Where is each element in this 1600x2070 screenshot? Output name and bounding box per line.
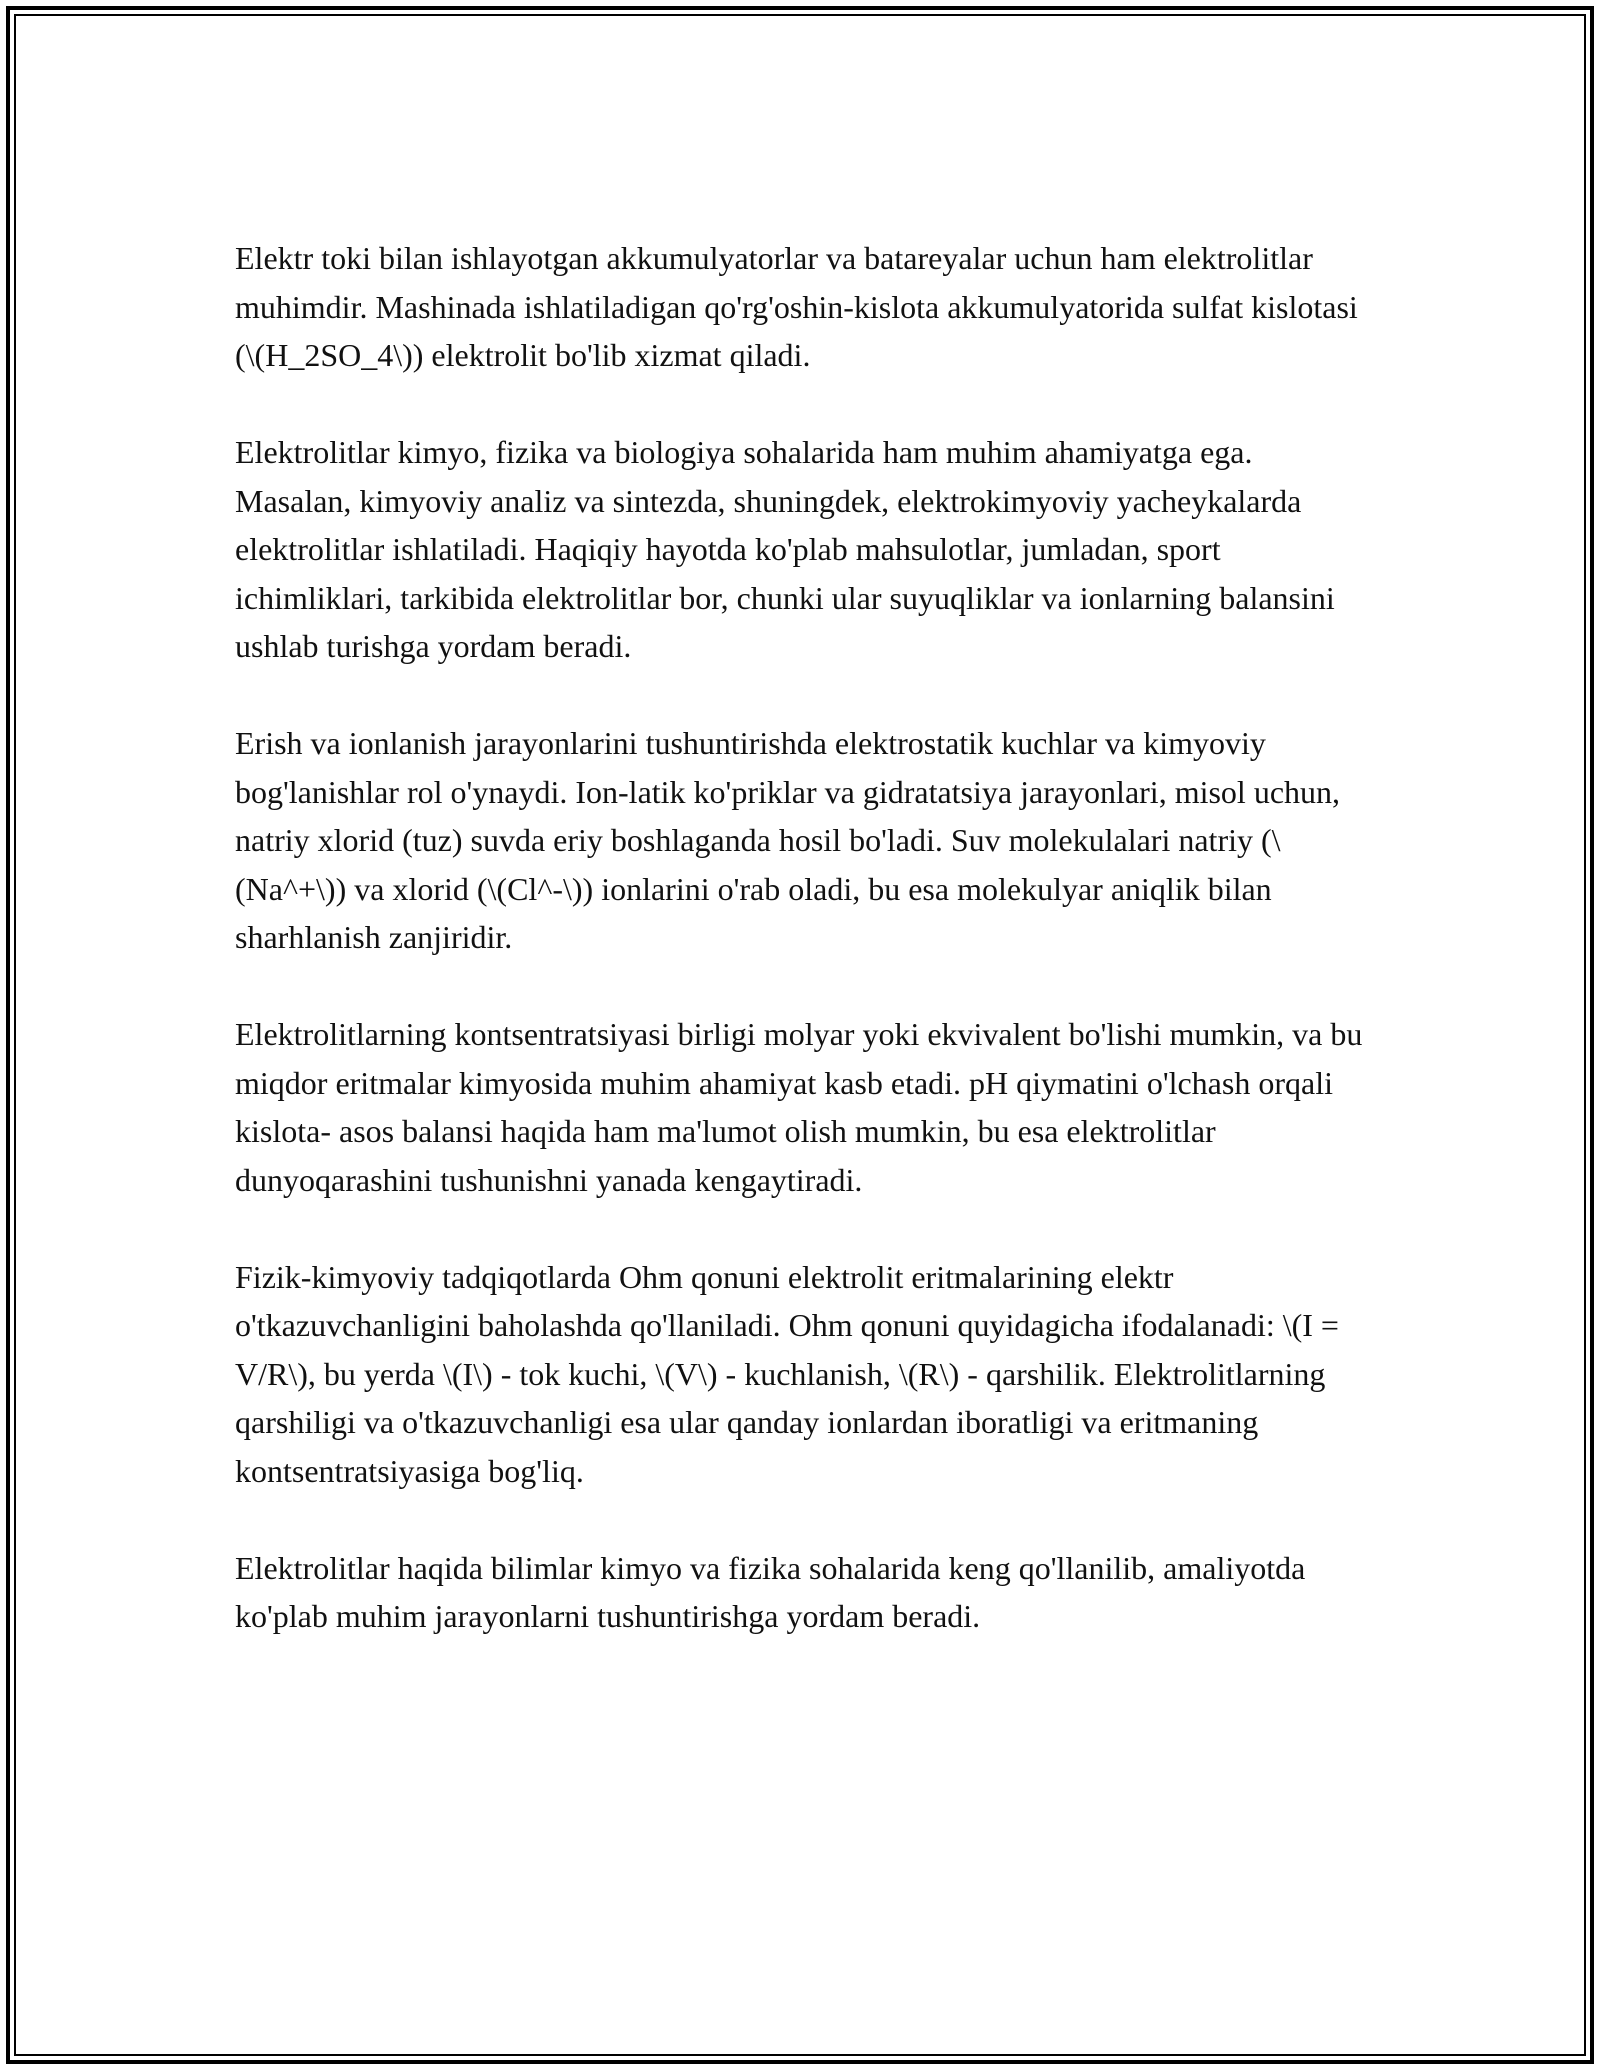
paragraph-batteries: Elektr toki bilan ishlayotgan akkumulyatorlar va batareyalar uchun ham elektrolitlar muhimdir. Mashinada ishlatiladigan qo'rg'oshin-kislota akkumulyatorida sulfat kislotasi (\(H_2SO_4\)) elektrolit bo'lib xizmat qiladi.: [235, 240, 1358, 373]
paragraph-applications: Elektrolitlar kimyo, fizika va biologiya sohalarida ham muhim ahamiyatga ega. Masalan, kimyoviy analiz va sintezda, shuningdek, elektrokimyoviy yacheykalarda elektrolitlar ishlatiladi. Haqiqiy hayotda ko'plab mahsulotlar, jumladan, sport ichimliklari, tarkibida elektrolitlar bor, chunki ular suyuqliklar va ionlarning balansini ushlab turishga yordam beradi.: [235, 434, 1335, 664]
paragraph-ohms-law: Fizik-kimyoviy tadqiqotlarda Ohm qonuni elektrolit eritmalarining elektr o'tkazuvchanligini baholashda qo'llaniladi. Ohm qonuni quyidagicha ifodalanadi: \(I = V/R\), bu yerda \(I\) - tok kuchi, \(V\) - kuchlanish, \(R\) - qarshilik. Elektrolitlarning qarshiligi va o'tkazuvchanligi esa ular qanday ionlardan iboratligi va eritmaning kontsentratsiyasiga bog'liq.: [235, 1258, 1339, 1489]
document-body: [235, 234, 1375, 1689]
paragraph-conclusion: Elektrolitlar haqida bilimlar kimyo va fizika sohalarida keng qo'llanilib, amaliyotda ko'plab muhim jarayonlarni tushuntirishga yordam beradi.: [235, 1549, 1306, 1634]
paragraph-dissolution: Erish va ionlanish jarayonlarini tushuntirishda elektrostatik kuchlar va kimyoviy bog'lanishlar rol o'ynaydi. Ion-latik ko'priklar va gidratatsiya jarayonlari, misol uchun, natriy xlorid (tuz) suvda eriy boshlaganda hosil bo'ladi. Suv molekulalari natriy (\(Na^+\)) va xlorid (\(Cl^-\)) ionlarini o'rab oladi, bu esa molekulyar aniqlik bilan sharhlanish zanjiridir.: [235, 725, 1341, 955]
paragraph-concentration: Elektrolitlarning kontsentratsiyasi birligi molyar yoki ekvivalent bo'lishi mumkin, va bu miqdor eritmalar kimyosida muhim ahamiyat kasb etadi. pH qiymatini o'lchash orqali kislota- asos balansi haqida ham ma'lumot olish mumkin, bu esa elektrolitlar dunyoqarashini tushunishni yanada kengaytiradi.: [235, 1016, 1363, 1198]
